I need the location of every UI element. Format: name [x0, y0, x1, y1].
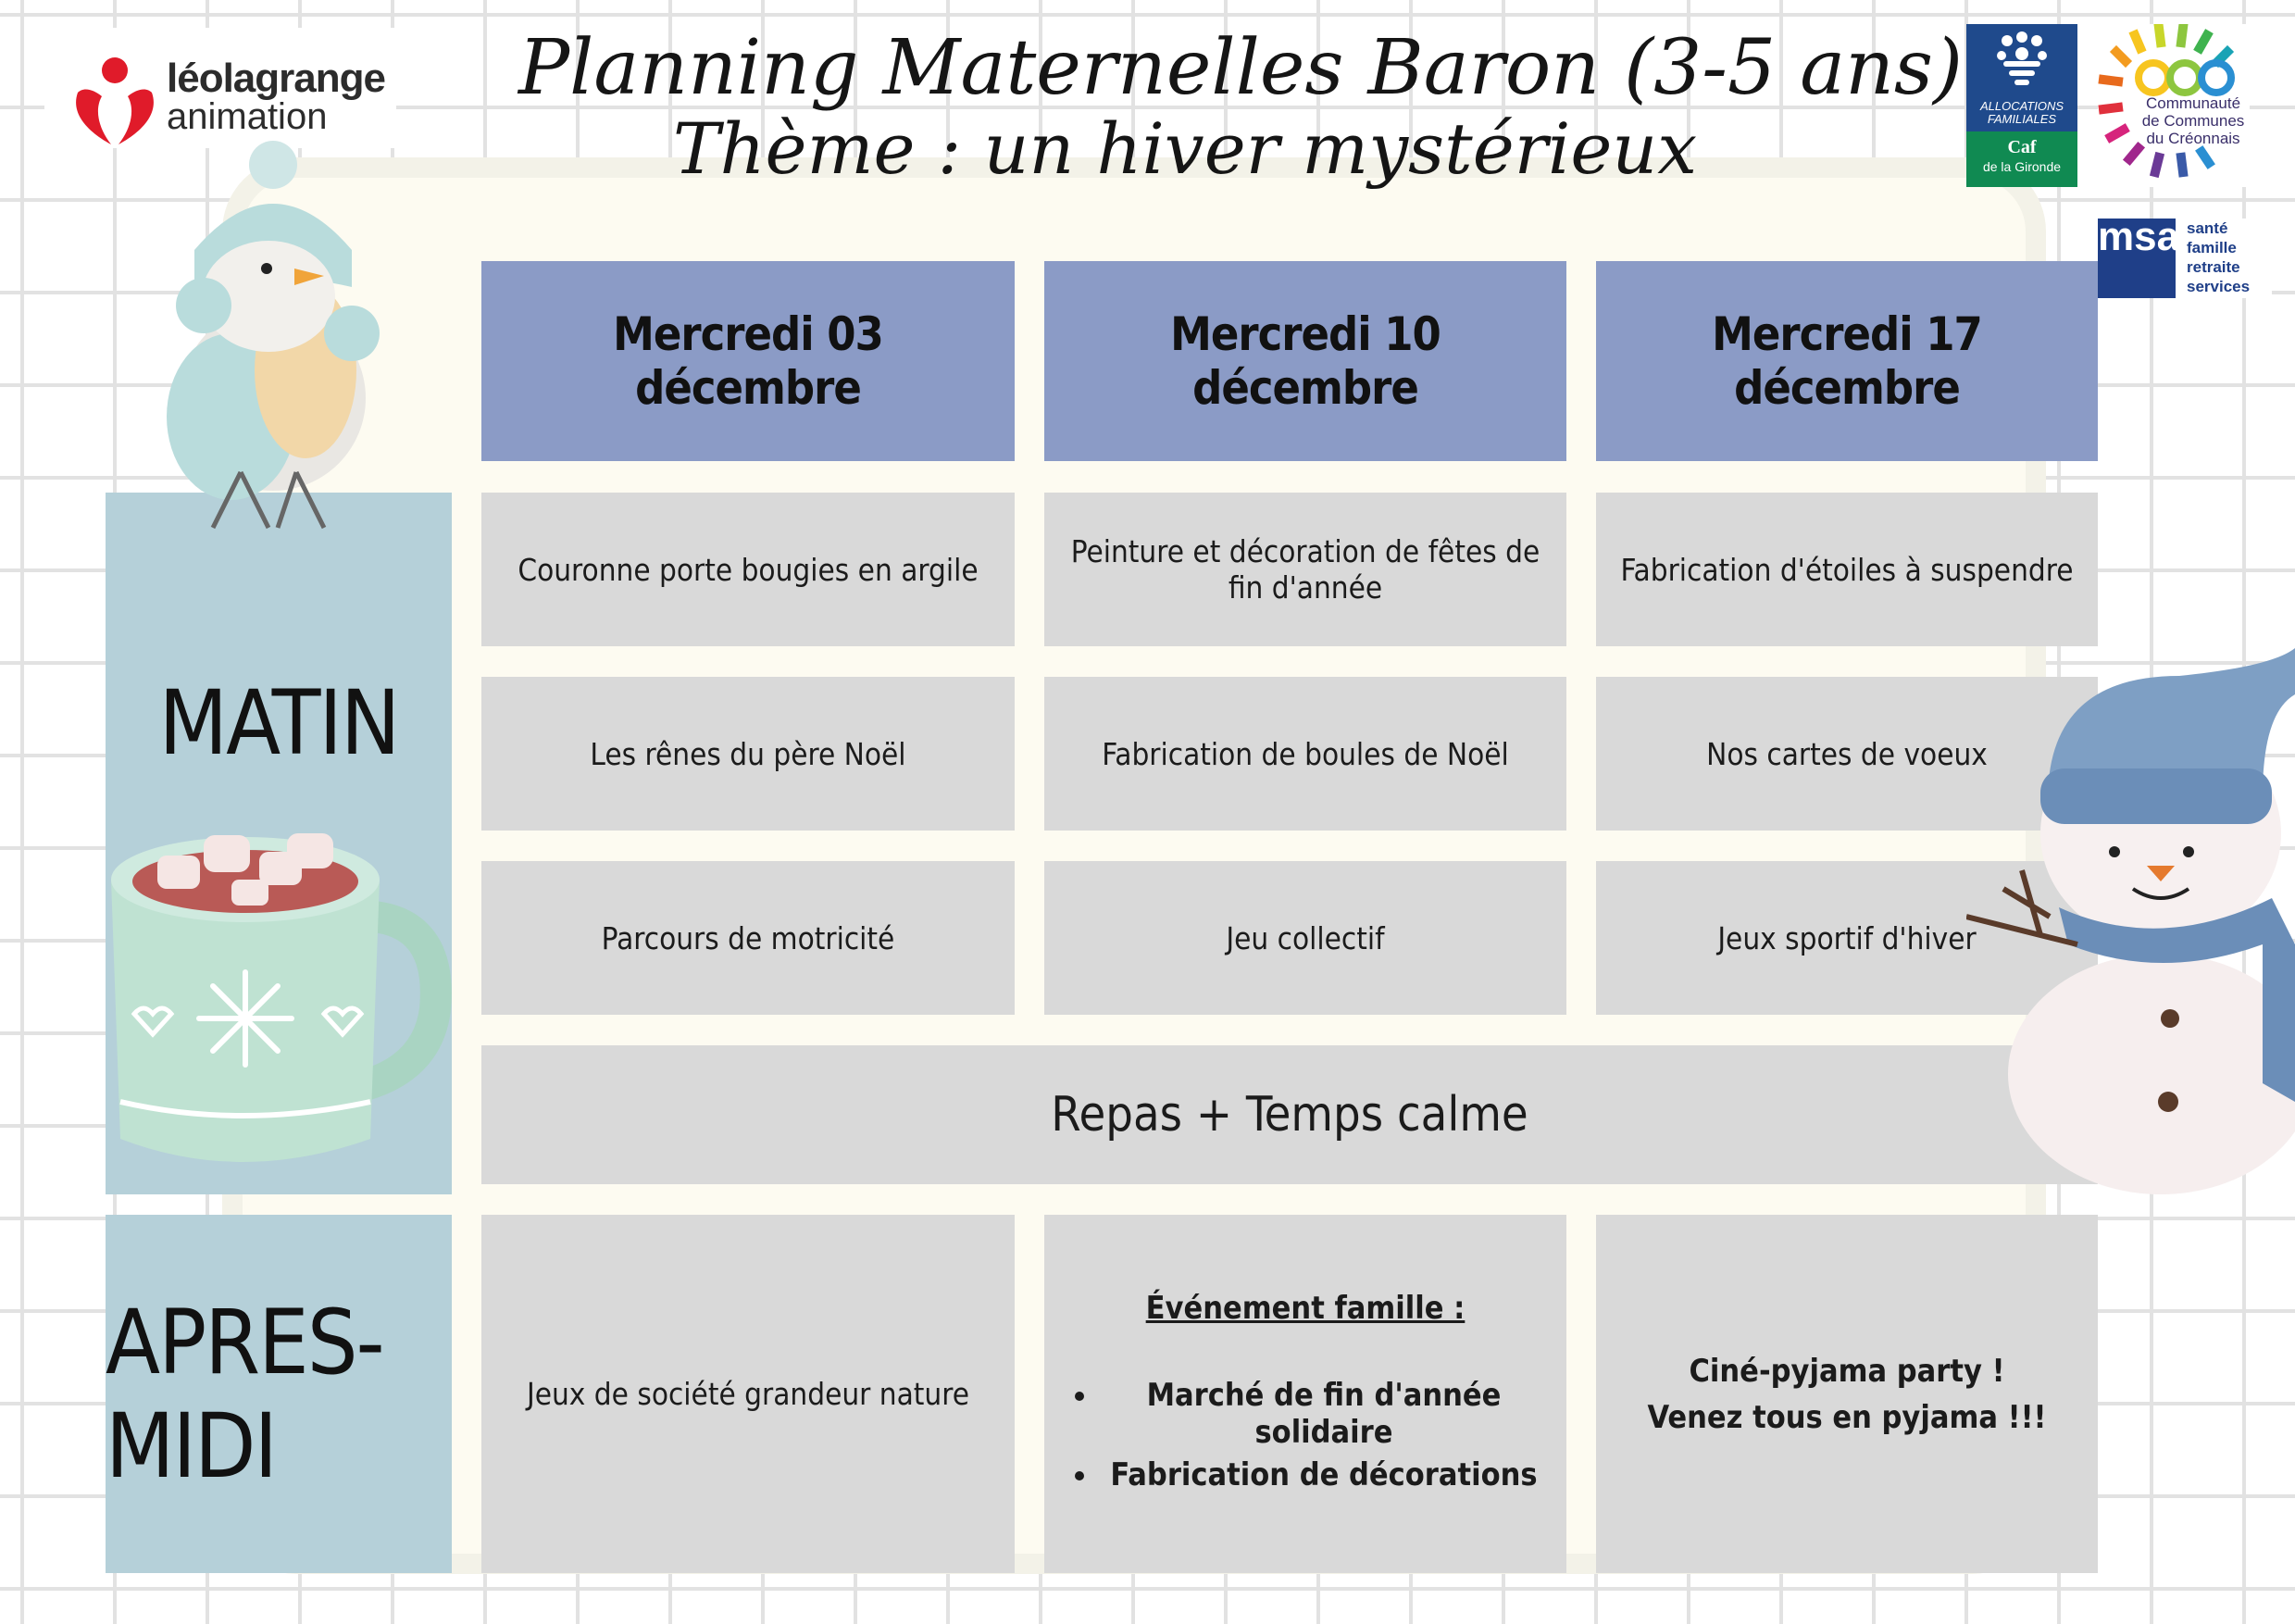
msa-line: services [2187, 278, 2251, 295]
day-header-2: Mercredi 10 décembre [1044, 261, 1566, 461]
activity-cell: Les rênes du père Noël [481, 677, 1015, 831]
caf-line2: Caf [2007, 137, 2037, 157]
msa-mark: msa [2098, 219, 2176, 298]
day-header-1: Mercredi 03 décembre [481, 261, 1015, 461]
period-label-afternoon [106, 1215, 452, 1573]
period-label-morning-text: MATIN [158, 671, 399, 775]
logo-brand-text: léolagrange [167, 56, 385, 101]
event-item: • Marché de fin d'année solidaire [1100, 1377, 1548, 1451]
activity-cell: Nos cartes de voeux [1596, 677, 2098, 831]
caf-logo [1966, 24, 2077, 187]
activity-cell: Peinture et décoration de fêtes de fin d'année [1044, 493, 1566, 646]
page-subtitle: Thème : un hiver mystérieux [672, 107, 1698, 190]
activity-cell: Parcours de motricité [481, 861, 1015, 1015]
caf-line3: de la Gironde [1982, 159, 2062, 174]
activity-cell: Fabrication d'étoiles à suspendre [1596, 493, 2098, 646]
cine-line: Ciné-pyjama party ! [1689, 1352, 2005, 1390]
msa-line: santé [2187, 219, 2228, 237]
activity-cell: Jeux sportif d'hiver [1596, 861, 2098, 1015]
activity-cell: Fabrication de boules de Noël [1044, 677, 1566, 831]
period-label-afternoon-text: APRES-MIDI [106, 1290, 383, 1498]
event-list [1063, 1371, 1548, 1499]
msa-lines [2187, 219, 2250, 296]
event-title: Événement famille : [1145, 1289, 1466, 1327]
ccc-text: Communauté de Communes du Créonnais [2141, 94, 2245, 147]
caf-line1: ALLOCATIONS FAMILIALES [1979, 99, 2064, 126]
leo-lagrange-logo [44, 28, 396, 148]
bird-illustration [139, 139, 407, 537]
day-header-3: Mercredi 17 décembre [1596, 261, 2098, 461]
activity-cell: Jeux de société grandeur nature [481, 1215, 1015, 1573]
hot-chocolate-mug-illustration [102, 815, 454, 1185]
cine-cell [1596, 1215, 2098, 1573]
lunch-cell: Repas + Temps calme [481, 1045, 2098, 1184]
activity-cell: Couronne porte bougies en argile [481, 493, 1015, 646]
event-item: • Fabrication de décorations [1100, 1456, 1548, 1493]
page-title: Planning Maternelles Baron (3-5 ans) [518, 24, 1963, 112]
event-cell [1044, 1215, 1566, 1573]
msa-line: famille [2187, 239, 2237, 256]
msa-logo [2098, 214, 2272, 298]
msa-line: retraite [2187, 258, 2240, 276]
snowman-illustration [1966, 639, 2295, 1194]
leo-lagrange-mark-icon [70, 56, 154, 148]
ccc-logo [2098, 24, 2250, 187]
logo-sub-text: animation [167, 96, 328, 137]
activity-cell: Jeu collectif [1044, 861, 1566, 1015]
cine-line: Venez tous en pyjama !!! [1647, 1398, 2047, 1436]
